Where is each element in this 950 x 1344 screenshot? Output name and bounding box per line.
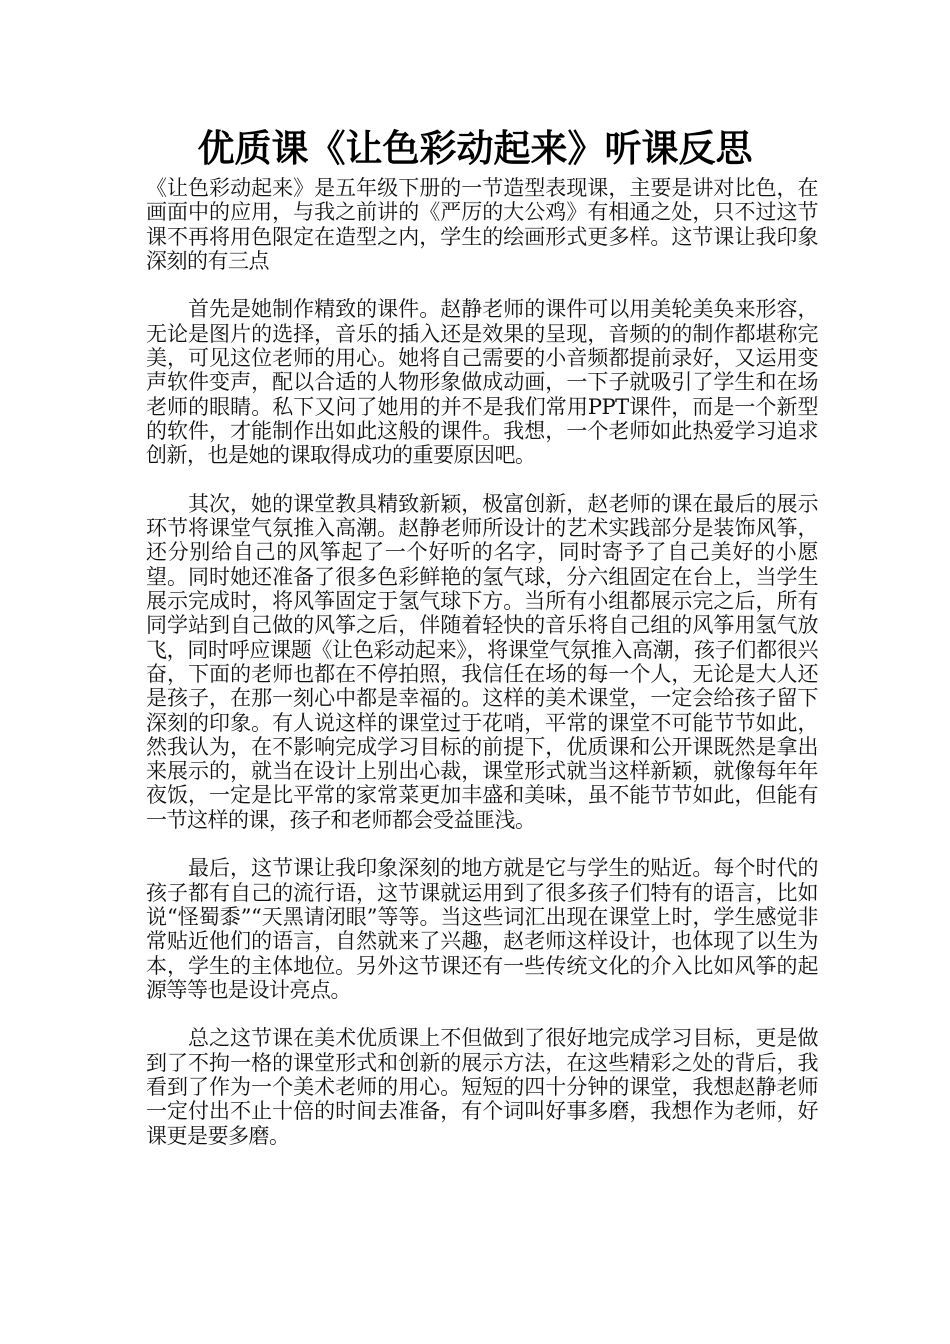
paragraph-conclusion: 总之这节课在美术优质课上不但做到了很好地完成学习目标，更是做到了不拘一格的课堂形式和创新的展示方法，在这些精彩之处的背后，我看到了作为一个美术老师的用心。短短的四十分钟的课堂，我想赵静老师一定付出不止十倍的时间去准备，有个词叫好事多磨，我想作为老师，好课更是要多磨。 xyxy=(146,1026,818,1148)
document-body xyxy=(146,176,818,1148)
paragraph-courseware: 首先是她制作精致的课件。赵静老师的课件可以用美轮美奂来形容，无论是图片的选择，音乐的插入还是效果的呈现，音频的的制作都堪称完美，可见这位老师的用心。她将自己需要的小音频都提前录好，又运用变声软件变声，配以合适的人物形象做成动画，一下子就吸引了学生和在场老师的眼睛。私下又问了她用的并不是我们常用PPT课件，而是一个新型的软件，才能制作出如此这般的课件。我想，一个老师如此热爱学习追求创新，也是她的课取得成功的重要原因吧。 xyxy=(146,297,818,468)
document-title: 优质课《让色彩动起来》听课反思 xyxy=(197,127,753,170)
paragraph-student-closeness: 最后，这节课让我印象深刻的地方就是它与学生的贴近。每个时代的孩子都有自己的流行语，这节课就运用到了很多孩子们特有的语言，比如说“怪蜀黍”“天黑请闭眼”等等。当这些词汇出现在课堂上时，学生感觉非常贴近他们的语言，自然就来了兴趣，赵老师这样设计，也体现了以生为本，学生的主体地位。另外这节课还有一些传统文化的介入比如风筝的起源等等也是设计亮点。 xyxy=(146,856,818,1002)
paragraph-intro: 《让色彩动起来》是五年级下册的一节造型表现课，主要是讲对比色，在画面中的应用，与我之前讲的《严厉的大公鸡》有相通之处，只不过这节课不再将用色限定在造型之内，学生的绘画形式更多样。这节课让我印象深刻的有三点 xyxy=(146,176,818,273)
paragraph-teaching-aids: 其次，她的课堂教具精致新颖，极富创新，赵老师的课在最后的展示环节将课堂气氛推入高潮。赵静老师所设计的艺术实践部分是装饰风筝，还分别给自己的风筝起了一个好听的名字，同时寄予了自己美好的小愿望。同时她还准备了很多色彩鲜艳的氢气球，分六组固定在台上，当学生展示完成时，将风筝固定于氢气球下方。当所有小组都展示完之后，所有同学站到自己做的风筝之后，伴随着轻快的音乐将自己组的风筝用氢气放飞，同时呼应课题《让色彩动起来》，将课堂气氛推入高潮，孩子们都很兴奋，下面的老师也都在不停拍照，我信任在场的每一个人，无论是大人还是孩子，在那一刻心中都是幸福的。这样的美术课堂，一定会给孩子留下深刻的印象。有人说这样的课堂过于花哨，平常的课堂不可能节节如此，然我认为，在不影响完成学习目标的前提下，优质课和公开课既然是拿出来展示的，就当在设计上别出心裁，课堂形式就当这样新颖，就像每年年夜饭，一定是比平常的家常菜更加丰盛和美味，虽不能节节如此，但能有一节这样的课，孩子和老师都会受益匪浅。 xyxy=(146,491,818,832)
